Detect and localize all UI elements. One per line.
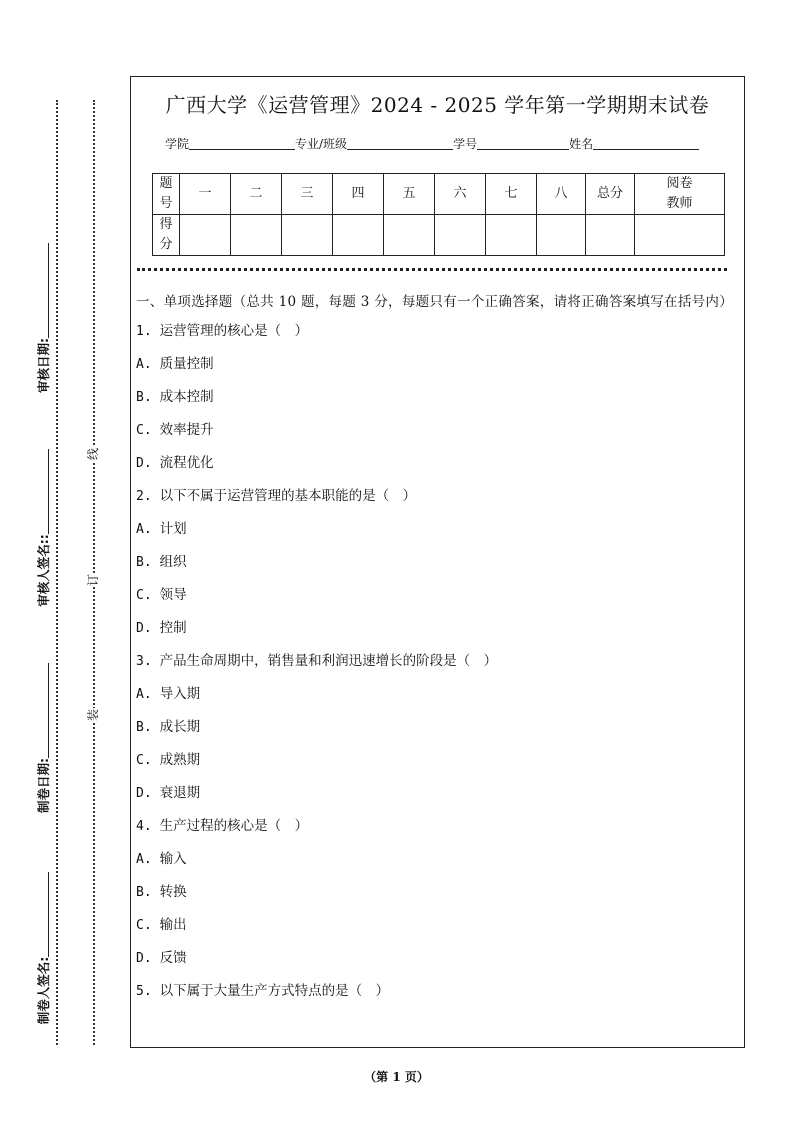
grader-cell[interactable] [635,215,725,256]
score-cell[interactable] [282,215,333,256]
option-item[interactable]: C. 成熟期 [136,752,201,768]
question-stem: 5. 以下属于大量生产方式特点的是（ ） [136,983,390,999]
option-item[interactable]: D. 反馈 [136,950,187,966]
col-header: 四 [333,174,384,215]
score-cell[interactable] [333,215,384,256]
question-stem: 1. 运营管理的核心是（ ） [136,323,309,339]
header-cell-question-no: 题 号 [153,174,180,215]
college-blank[interactable] [189,137,295,150]
option-item[interactable]: B. 转换 [136,884,187,900]
score-cell[interactable] [435,215,486,256]
questions-area [136,291,736,1014]
option-item[interactable]: A. 质量控制 [136,356,214,372]
question-stem: 4. 生产过程的核心是（ ） [136,818,309,834]
score-cell[interactable] [537,215,586,256]
major-class-blank[interactable] [347,137,453,150]
option-item[interactable]: D. 控制 [136,620,187,636]
option-item[interactable]: B. 成本控制 [136,389,214,405]
exam-title: 广西大学《运营管理》2024 - 2025 学年第一学期期末试卷 [165,93,710,117]
option-item[interactable]: A. 计划 [136,521,187,537]
option-item[interactable]: C. 输出 [136,917,187,933]
col-header: 六 [435,174,486,215]
bind-line-char: 线 [86,448,100,461]
option-item[interactable]: C. 领导 [136,587,187,603]
score-cell[interactable] [384,215,435,256]
margin-reviewer-sign: 审核人签名:: [34,428,50,628]
option-item[interactable]: B. 组织 [136,554,187,570]
option-item[interactable]: D. 衰退期 [136,785,201,801]
col-header: 三 [282,174,333,215]
exam-frame [130,76,745,1048]
col-header-total: 总分 [586,174,635,215]
student-id-blank[interactable] [477,137,569,150]
binding-dotted-line-outer [56,100,58,1045]
score-table-header-row [153,174,725,215]
student-id-label: 学号 [453,137,478,151]
question-stem: 2. 以下不属于运营管理的基本职能的是（ ） [136,488,417,504]
section-title: 一、单项选择题（总共 10 题，每题 3 分，每题只有一个正确答案，请将正确答案填写在括号内） [136,294,734,310]
score-cell[interactable] [180,215,231,256]
college-label: 学院 [165,137,190,151]
score-table-score-row [153,215,725,256]
col-header-grader: 阅卷 教师 [635,174,725,215]
margin-maker-sign: 制卷人签名: [34,848,50,1048]
col-header: 七 [486,174,537,215]
bind-staple-char: 订 [86,574,100,587]
col-header: 二 [231,174,282,215]
option-item[interactable]: C. 效率提升 [136,422,214,438]
major-class-label: 专业/班级 [295,137,348,151]
score-cell-total[interactable] [586,215,635,256]
score-cell[interactable] [486,215,537,256]
col-header: 一 [180,174,231,215]
name-label: 姓名 [569,137,594,151]
score-cell[interactable] [231,215,282,256]
header-cell-score: 得 分 [153,215,180,256]
col-header: 八 [537,174,586,215]
question-stem: 3. 产品生命周期中，销售量和利润迅速增长的阶段是（ ） [136,653,498,669]
margin-review-date: 审核日期: [34,218,50,418]
option-item[interactable]: D. 流程优化 [136,455,214,471]
student-info-row [165,135,699,152]
page-number: （第 1 页） [364,1070,429,1084]
bind-fold-char: 装 [86,709,100,722]
option-item[interactable]: A. 导入期 [136,686,201,702]
margin-make-date: 制卷日期: [34,638,50,838]
score-table [152,173,725,256]
name-blank[interactable] [593,137,699,150]
separator-dotted-line [137,268,727,271]
option-item[interactable]: A. 输入 [136,851,187,867]
col-header: 五 [384,174,435,215]
option-item[interactable]: B. 成长期 [136,719,201,735]
